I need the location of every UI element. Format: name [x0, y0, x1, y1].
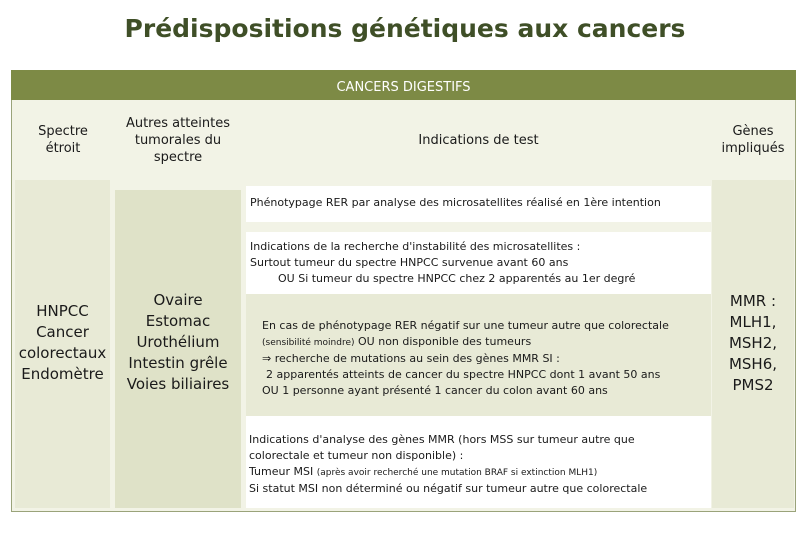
instabilite-line: OU Si tumeur du spectre HNPCC chez 2 apparentés au 1er degré	[278, 272, 636, 285]
autres-item: Estomac	[145, 312, 211, 330]
autres-item: Intestin grêle	[128, 354, 228, 372]
spectre-item: colorectaux	[18, 344, 107, 362]
rer-line: ⇒ recherche de mutations au sein des gènes MMR SI :	[262, 352, 560, 365]
genes-cell	[712, 291, 794, 396]
analyse-small-note: (après avoir recherché une mutation BRAF si extinction MLH1)	[316, 468, 598, 478]
rer-line: En cas de phénotypage RER négatif sur une tumeur autre que colorectale	[262, 319, 669, 332]
analyse-line: Si statut MSI non déterminé ou négatif sur tumeur autre que colorectale	[249, 482, 648, 495]
autres-item: Urothélium	[136, 333, 220, 351]
header-line: spectre	[153, 149, 203, 165]
page-title: Prédispositions génétiques aux cancers	[124, 14, 686, 43]
rer-line: 2 apparentés atteints de cancer du spectre HNPCC dont 1 avant 50 ans	[266, 368, 661, 381]
instabilite-heading: Indications de la recherche d'instabilité des microsatellites :	[250, 240, 581, 253]
column-header-spectre-etroit	[22, 100, 104, 180]
rer-line: OU 1 personne ayant présenté 1 cancer du colon avant 60 ans	[262, 384, 608, 397]
analyse-main: Tumeur MSI	[249, 465, 314, 478]
analyse-mmr-block	[249, 432, 704, 497]
spectre-item: HNPCC	[36, 302, 89, 320]
header-line: impliqués	[721, 141, 785, 156]
analyse-line: Indications d'analyse des gènes MMR (hors MSS sur tumeur autre que	[249, 433, 635, 446]
genes-item: MSH2,	[728, 334, 778, 352]
rer-line	[262, 334, 707, 351]
header-line: Indications de test	[418, 132, 539, 148]
column-header-autres-atteintes	[115, 100, 241, 180]
genes-item: MLH1,	[729, 313, 777, 331]
instabilite-line: Surtout tumeur du spectre HNPCC survenue avant 60 ans	[250, 256, 569, 269]
column-header-genes	[712, 100, 794, 180]
genes-item: PMS2	[732, 376, 774, 394]
header-line: tumorales du	[134, 132, 222, 148]
rer-small-note: (sensibilité moindre)	[262, 338, 355, 348]
analyse-line: colorectale et tumeur non disponible) :	[249, 449, 464, 462]
column-header-indications	[246, 100, 711, 180]
rer-negatif-block	[262, 318, 707, 399]
rer-line-rest: OU non disponible des tumeurs	[358, 335, 532, 348]
analyse-line	[249, 464, 704, 481]
instabilite-block	[250, 239, 705, 287]
section-header: CANCERS DIGESTIFS	[11, 70, 796, 100]
autres-item: Ovaire	[153, 291, 203, 309]
header-line: Autres atteintes	[125, 115, 231, 131]
genes-item: MSH6,	[728, 355, 778, 373]
header-line: Gènes	[732, 124, 774, 139]
autres-cell	[115, 290, 241, 395]
spectre-cell	[15, 301, 110, 385]
spectre-item: Cancer	[36, 323, 89, 341]
genes-item: MMR :	[729, 292, 777, 310]
spectre-item: Endomètre	[21, 365, 104, 383]
header-line: Spectre	[38, 124, 88, 139]
header-line: étroit	[45, 141, 81, 156]
phenotypage-text: Phénotypage RER par analyse des microsatellites réalisé en 1ère intention	[250, 196, 661, 209]
autres-item: Voies biliaires	[126, 375, 230, 393]
